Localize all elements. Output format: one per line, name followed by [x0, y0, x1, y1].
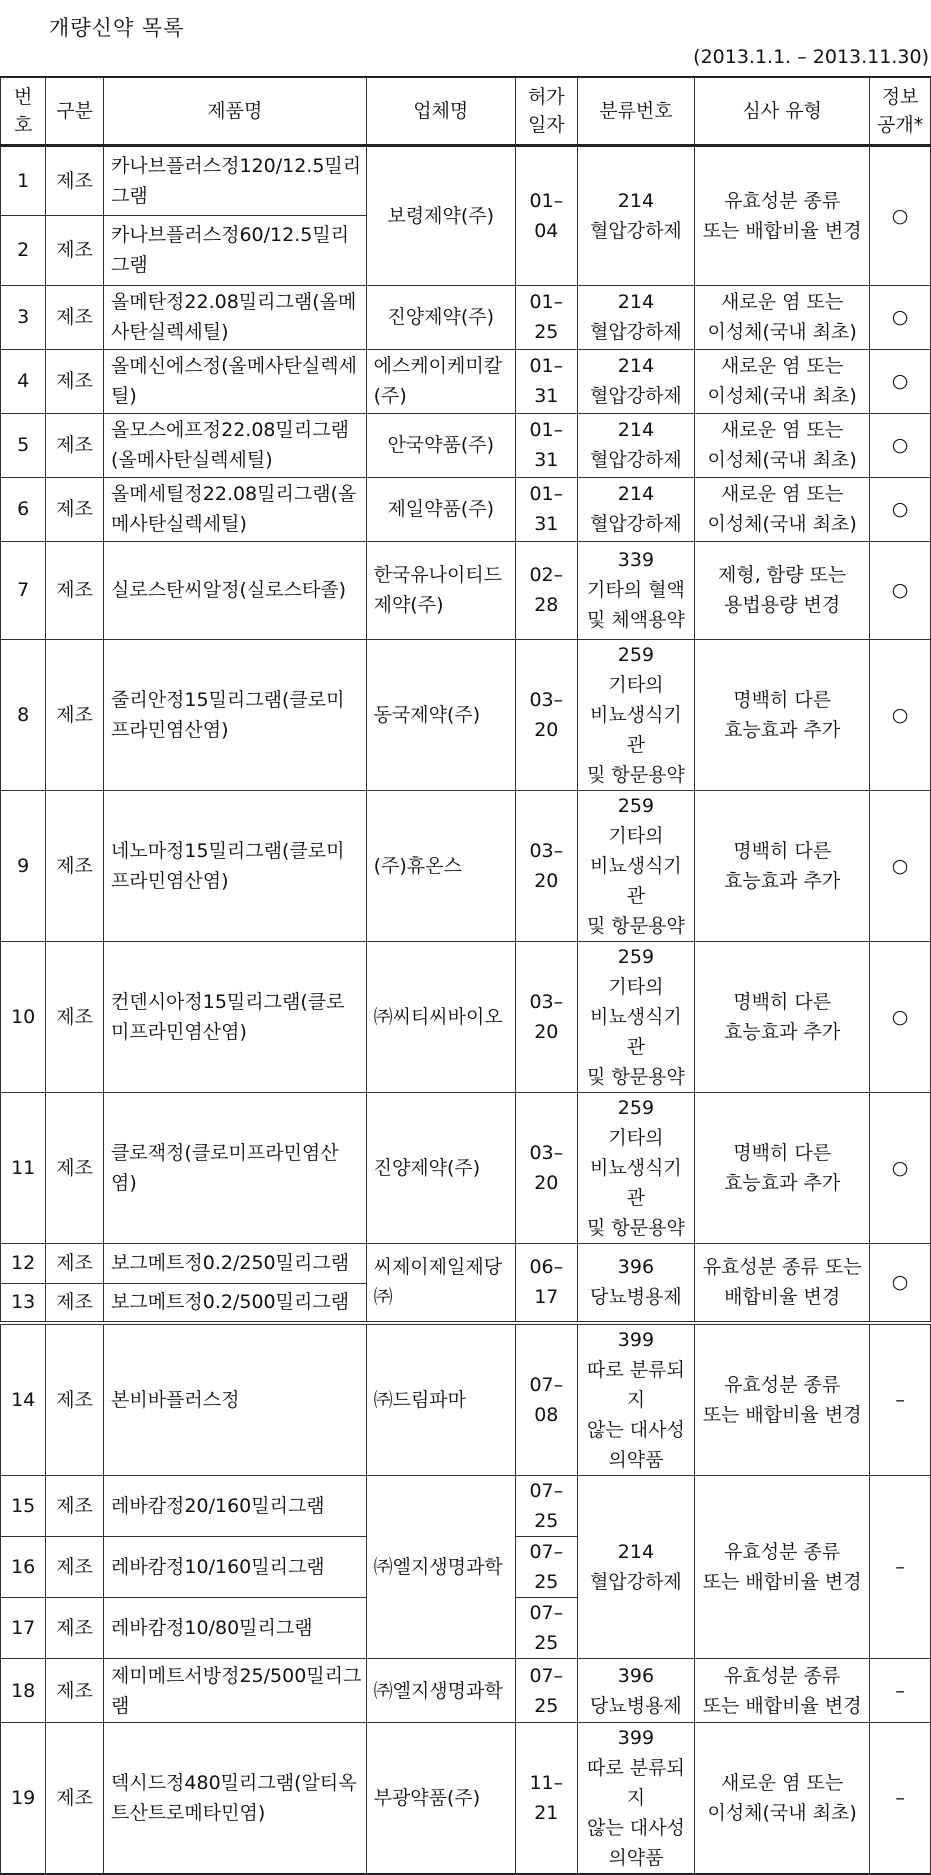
- category-code: 399 따로 분류되지 않는 대사성 의약품: [577, 1723, 694, 1875]
- row-number: 3: [1, 285, 46, 349]
- category-code: 396 당뇨병용제: [577, 1243, 694, 1323]
- category-code: 259 기타의 비뇨생식기관 및 항문용약: [577, 1092, 694, 1243]
- table-row: [1, 1243, 931, 1283]
- row-type: 제조: [46, 941, 104, 1092]
- company-name: ㈜드림파마: [366, 1323, 515, 1476]
- product-name: 올메신에스정(올메사탄실렉세틸): [103, 349, 366, 413]
- category-code: 214 혈압강하제: [577, 145, 694, 285]
- info-open-mark: ○: [870, 413, 931, 477]
- row-number: 8: [1, 639, 46, 790]
- approval-date: 01–31: [515, 477, 577, 541]
- info-open-mark: ○: [870, 639, 931, 790]
- info-open-mark: ○: [870, 1243, 931, 1323]
- review-type: 새로운 염 또는 이성체(국내 최초): [695, 285, 870, 349]
- table-row: [1, 477, 931, 541]
- company-name: 진양제약(주): [366, 1092, 515, 1243]
- product-name: 올메세틸정22.08밀리그램(올메사탄실렉세틸): [103, 477, 366, 541]
- product-name: 실로스탄씨알정(실로스타졸): [103, 541, 366, 639]
- row-type: 제조: [46, 1537, 104, 1598]
- table-row: [1, 1092, 931, 1243]
- category-code: 214 혈압강하제: [577, 285, 694, 349]
- info-open-mark: ○: [870, 349, 931, 413]
- review-type: 새로운 염 또는 이성체(국내 최초): [695, 349, 870, 413]
- approval-date: 03–20: [515, 1092, 577, 1243]
- category-code: 214 혈압강하제: [577, 477, 694, 541]
- company-name: 한국유나이티드 제약(주): [366, 541, 515, 639]
- row-number: 17: [1, 1598, 46, 1659]
- review-type: 유효성분 종류 또는 배합비율 변경: [695, 1476, 870, 1659]
- category-code: 259 기타의 비뇨생식기관 및 항문용약: [577, 941, 694, 1092]
- info-closed-mark: –: [870, 1659, 931, 1723]
- product-name: 보그메트정0.2/250밀리그램: [103, 1243, 366, 1283]
- header-review: 심사 유형: [695, 77, 870, 145]
- product-name: 덱시드정480밀리그램(알티옥트산트로메타민염): [103, 1723, 366, 1875]
- table-row: [1, 1659, 931, 1723]
- table-row: [1, 541, 931, 639]
- table-row: [1, 790, 931, 941]
- header-info: 정보 공개*: [870, 77, 931, 145]
- row-type: 제조: [46, 1092, 104, 1243]
- row-type: 제조: [46, 215, 104, 285]
- category-code: 214 혈압강하제: [577, 1476, 694, 1659]
- row-number: 4: [1, 349, 46, 413]
- product-name: 줄리안정15밀리그램(클로미프라민염산염): [103, 639, 366, 790]
- company-name: 진양제약(주): [366, 285, 515, 349]
- table-row: [1, 1723, 931, 1875]
- row-number: 9: [1, 790, 46, 941]
- approval-date: 03–20: [515, 790, 577, 941]
- review-type: 유효성분 종류 또는 배합비율 변경: [695, 1243, 870, 1323]
- document-title: 개량신약 목록: [49, 16, 185, 40]
- row-number: 10: [1, 941, 46, 1092]
- row-type: 제조: [46, 145, 104, 215]
- info-open-mark: ○: [870, 941, 931, 1092]
- approval-date: 01–31: [515, 349, 577, 413]
- product-name: 본비바플러스정: [103, 1323, 366, 1476]
- header-no: 번호: [1, 77, 46, 145]
- info-open-mark: ○: [870, 285, 931, 349]
- info-open-mark: ○: [870, 145, 931, 285]
- row-number: 1: [1, 145, 46, 215]
- info-closed-mark: –: [870, 1323, 931, 1476]
- product-name: 카나브플러스정120/12.5밀리그램: [103, 145, 366, 215]
- product-name: 네노마정15밀리그램(클로미프라민염산염): [103, 790, 366, 941]
- info-closed-mark: –: [870, 1723, 931, 1875]
- approval-date: 07–25: [515, 1598, 577, 1659]
- product-name: 레바캄정10/80밀리그램: [103, 1598, 366, 1659]
- row-type: 제조: [46, 541, 104, 639]
- row-type: 제조: [46, 285, 104, 349]
- approval-date: 03–20: [515, 941, 577, 1092]
- row-number: 2: [1, 215, 46, 285]
- table-row: [1, 145, 931, 215]
- review-type: 명백히 다른 효능효과 추가: [695, 639, 870, 790]
- company-name: ㈜엘지생명과학: [366, 1659, 515, 1723]
- category-code: 214 혈압강하제: [577, 349, 694, 413]
- approval-date: 07–25: [515, 1537, 577, 1598]
- header-date: 허가 일자: [515, 77, 577, 145]
- approval-date: 07–25: [515, 1659, 577, 1723]
- approval-date: 01–31: [515, 413, 577, 477]
- row-number: 5: [1, 413, 46, 477]
- row-type: 제조: [46, 1283, 104, 1323]
- review-type: 명백히 다른 효능효과 추가: [695, 790, 870, 941]
- approval-date: 02–28: [515, 541, 577, 639]
- product-name: 클로잭정(클로미프라민염산염): [103, 1092, 366, 1243]
- category-code: 399 따로 분류되지 않는 대사성 의약품: [577, 1323, 694, 1476]
- product-name: 제미메트서방정25/500밀리그램: [103, 1659, 366, 1723]
- row-type: 제조: [46, 1598, 104, 1659]
- approval-date: 06–17: [515, 1243, 577, 1323]
- review-type: 유효성분 종류 또는 배합비율 변경: [695, 1323, 870, 1476]
- row-number: 11: [1, 1092, 46, 1243]
- review-type: 새로운 염 또는 이성체(국내 최초): [695, 413, 870, 477]
- row-type: 제조: [46, 413, 104, 477]
- product-name: 올모스에프정22.08밀리그램(올메사탄실렉세틸): [103, 413, 366, 477]
- table-row: [1, 349, 931, 413]
- approval-date: 07–25: [515, 1476, 577, 1537]
- review-type: 새로운 염 또는 이성체(국내 최초): [695, 1723, 870, 1875]
- category-code: 396 당뇨병용제: [577, 1659, 694, 1723]
- review-type: 유효성분 종류 또는 배합비율 변경: [695, 145, 870, 285]
- category-code: 339 기타의 혈액 및 체액용약: [577, 541, 694, 639]
- info-closed-mark: –: [870, 1476, 931, 1659]
- table-row: [1, 285, 931, 349]
- row-type: 제조: [46, 639, 104, 790]
- company-name: 안국약품(주): [366, 413, 515, 477]
- row-number: 16: [1, 1537, 46, 1598]
- row-number: 19: [1, 1723, 46, 1875]
- company-name: ㈜씨티씨바이오: [366, 941, 515, 1092]
- approval-date: 11–21: [515, 1723, 577, 1875]
- approval-date: 03–20: [515, 639, 577, 790]
- product-name: 카나브플러스정60/12.5밀리그램: [103, 215, 366, 285]
- product-name: 보그메트정0.2/500밀리그램: [103, 1283, 366, 1323]
- table-row: [1, 413, 931, 477]
- info-open-mark: ○: [870, 790, 931, 941]
- row-number: 12: [1, 1243, 46, 1283]
- table-row: [1, 639, 931, 790]
- row-type: 제조: [46, 1723, 104, 1875]
- review-type: 유효성분 종류 또는 배합비율 변경: [695, 1659, 870, 1723]
- row-type: 제조: [46, 1323, 104, 1476]
- company-name: 제일약품(주): [366, 477, 515, 541]
- period-range: (2013.1.1. – 2013.11.30): [693, 46, 929, 68]
- header-type: 구분: [46, 77, 104, 145]
- row-type: 제조: [46, 790, 104, 941]
- product-name: 올메탄정22.08밀리그램(올메사탄실렉세틸): [103, 285, 366, 349]
- table-row: [1, 1323, 931, 1476]
- category-code: 214 혈압강하제: [577, 413, 694, 477]
- company-name: 보령제약(주): [366, 145, 515, 285]
- header-company: 업체명: [366, 77, 515, 145]
- row-type: 제조: [46, 1659, 104, 1723]
- product-name: 레바캄정20/160밀리그램: [103, 1476, 366, 1537]
- review-type: 새로운 염 또는 이성체(국내 최초): [695, 477, 870, 541]
- approval-date: 01–04: [515, 145, 577, 285]
- header-row: [1, 77, 931, 145]
- header-product: 제품명: [103, 77, 366, 145]
- row-number: 7: [1, 541, 46, 639]
- row-number: 18: [1, 1659, 46, 1723]
- review-type: 명백히 다른 효능효과 추가: [695, 1092, 870, 1243]
- company-name: 에스케이케미칼 (주): [366, 349, 515, 413]
- review-type: 제형, 함량 또는 용법용량 변경: [695, 541, 870, 639]
- approval-date: 07–08: [515, 1323, 577, 1476]
- review-type: 명백히 다른 효능효과 추가: [695, 941, 870, 1092]
- row-type: 제조: [46, 477, 104, 541]
- table-row: [1, 1476, 931, 1537]
- company-name: (주)휴온스: [366, 790, 515, 941]
- table-row: [1, 941, 931, 1092]
- company-name: 씨제이제일제당 ㈜: [366, 1243, 515, 1323]
- company-name: 동국제약(주): [366, 639, 515, 790]
- row-type: 제조: [46, 1476, 104, 1537]
- row-number: 15: [1, 1476, 46, 1537]
- category-code: 259 기타의 비뇨생식기관 및 항문용약: [577, 790, 694, 941]
- product-name: 레바캄정10/160밀리그램: [103, 1537, 366, 1598]
- info-open-mark: ○: [870, 541, 931, 639]
- header-category: 분류번호: [577, 77, 694, 145]
- info-open-mark: ○: [870, 477, 931, 541]
- company-name: ㈜엘지생명과학: [366, 1476, 515, 1659]
- row-number: 13: [1, 1283, 46, 1323]
- company-name: 부광약품(주): [366, 1723, 515, 1875]
- product-name: 컨덴시아정15밀리그램(클로미프라민염산염): [103, 941, 366, 1092]
- row-type: 제조: [46, 349, 104, 413]
- drug-list-table: [0, 76, 931, 1875]
- category-code: 259 기타의 비뇨생식기관 및 항문용약: [577, 639, 694, 790]
- row-number: 6: [1, 477, 46, 541]
- info-open-mark: ○: [870, 1092, 931, 1243]
- approval-date: 01–25: [515, 285, 577, 349]
- row-type: 제조: [46, 1243, 104, 1283]
- row-number: 14: [1, 1323, 46, 1476]
